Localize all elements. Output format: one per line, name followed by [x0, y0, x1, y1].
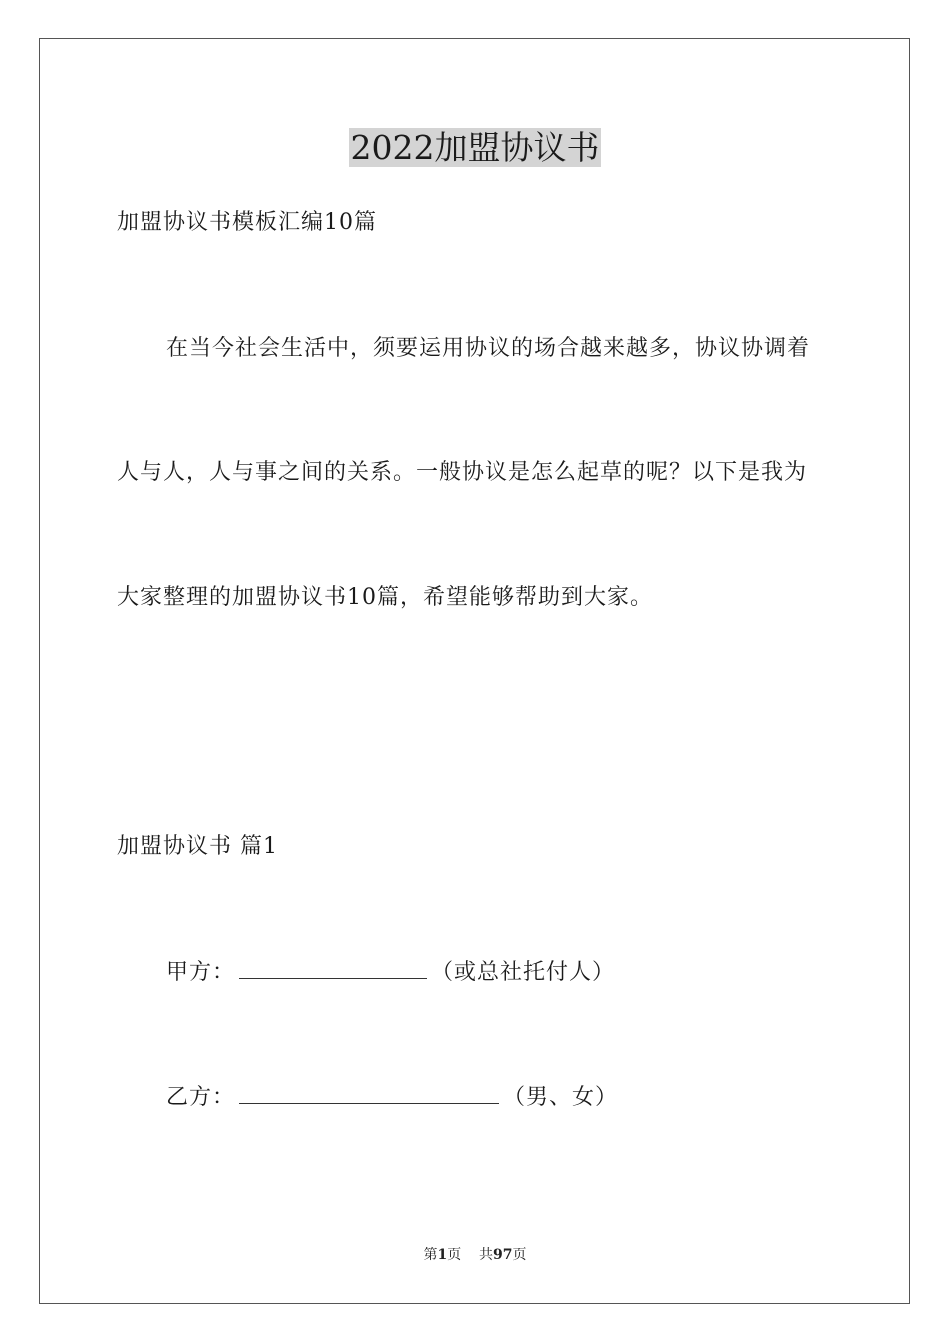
footer-total-prefix: 共 [479, 1247, 494, 1263]
party-a-note: （或总社托付人） [431, 960, 616, 985]
footer-page-unit: 页 [447, 1247, 462, 1263]
title-text: 2022加盟协议书 [350, 128, 600, 167]
party-b-note: （男、女） [503, 1085, 619, 1110]
party-b-blank [239, 1081, 499, 1104]
intro-line-2: 人与人，人与事之间的关系。一般协议是怎么起草的呢？以下是我为 [117, 460, 808, 485]
party-b-label: 乙方： [166, 1085, 236, 1110]
party-a-label: 甲方： [166, 960, 236, 985]
intro-line-3: 大家整理的加盟协议书10篇，希望能够帮助到大家。 [117, 585, 653, 610]
party-b-line [166, 1081, 618, 1113]
footer-total-unit: 页 [512, 1247, 527, 1263]
intro-line-1: 在当今社会生活中，须要运用协议的场合越来越多，协议协调着 [166, 336, 811, 361]
page-footer [0, 1245, 950, 1265]
footer-total-pages: 97 [493, 1247, 513, 1263]
document-subtitle: 加盟协议书模板汇编10篇 [117, 210, 377, 235]
footer-prefix: 第 [423, 1247, 438, 1263]
party-a-blank [239, 956, 427, 979]
footer-page-number: 1 [437, 1247, 448, 1263]
section-heading: 加盟协议书 篇1 [117, 834, 278, 859]
party-a-line [166, 956, 615, 988]
document-title [0, 126, 950, 170]
